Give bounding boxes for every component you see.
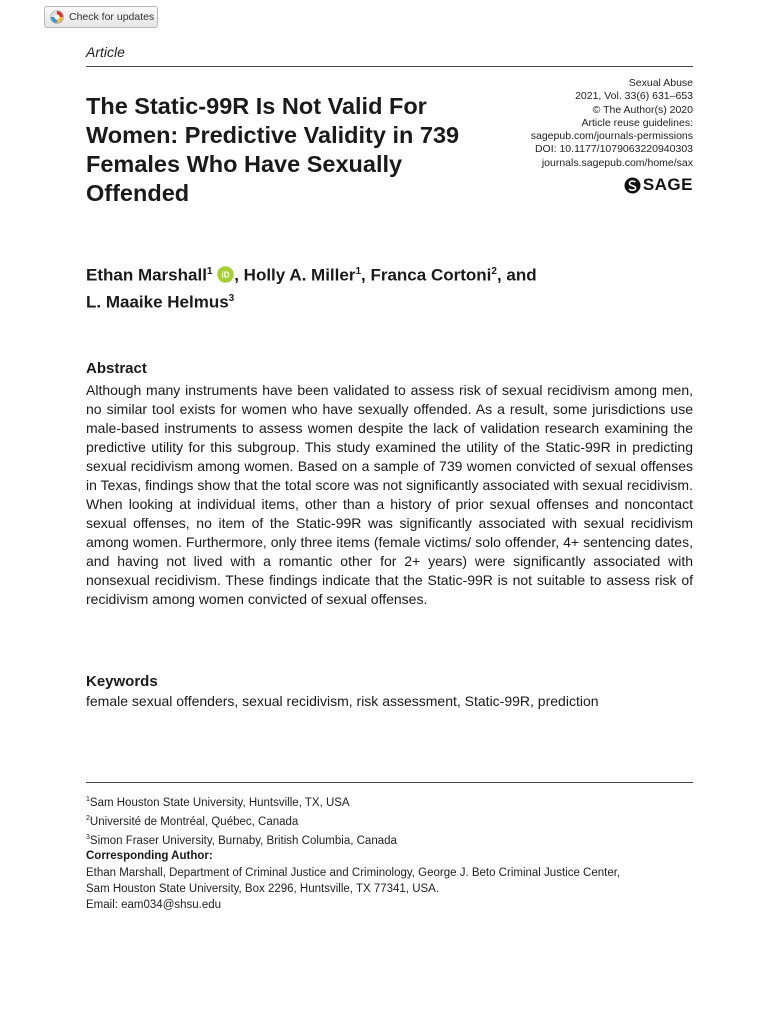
article-type-label: Article <box>86 44 125 60</box>
doi-link[interactable]: DOI: 10.1177/1079063220940303 <box>534 143 693 156</box>
affiliation-number: 2 <box>86 814 90 822</box>
sage-logo-text: SAGE <box>642 175 693 194</box>
author-affiliation-marker: 3 <box>228 292 235 304</box>
keywords-heading: Keywords <box>86 673 158 690</box>
author-separator: , and <box>496 265 537 285</box>
author-affiliation-marker: 2 <box>491 266 497 277</box>
check-for-updates-button[interactable] <box>44 6 158 28</box>
journal-volume: 2021, Vol. 33(6) 631–653 <box>575 90 693 103</box>
affiliation-text: Université de Montréal, Québec, Canada <box>89 815 299 828</box>
journal-info <box>433 77 693 170</box>
permissions-link[interactable]: sagepub.com/journals-permissions <box>530 130 693 143</box>
author-affiliation-marker: 1 <box>355 266 362 277</box>
author-affiliation-marker: 1 <box>206 266 213 277</box>
sage-logo-icon <box>624 177 641 194</box>
journal-name: Sexual Abuse <box>628 77 693 89</box>
check-for-updates-label: Check for updates <box>69 11 155 23</box>
corresponding-author-line: Sam Houston State University, Box 2296, Huntsville, TX 77341, USA. <box>86 883 440 895</box>
abstract-text: Although many instruments have been validated to assess risk of sexual recidivism among men, no similar tool exists for women who have sexually offended. As a result, some jurisdictions use male-based instruments to assess women despite the lack of validation research examining the predictive utility for this subgroup. This study examined the utility of the Static-99R in predicting sexual recidivism among women. Based on a sample of 739 women convicted of sexual offenses in Texas, findings show that the total score was not significantly associated with sexual recidivism. When looking at individual items, other than a history of prior sexual offenses and noncontact sexual offenses, no item of the Static-99R was significantly associated with sexual recidivism among women. Furthermore, only three items (female victims/ solo offender, 4+ sentencing dates, and having not lived with a romantic other for 2+ years) were significantly associated with nonsexual recidivism. These findings indicate that the Static-99R is not suitable to assess risk of recidivism among women convicted of sexual offenses. <box>86 382 693 607</box>
affiliation-text: Simon Fraser University, Burnaby, British Columbia, Canada <box>89 834 397 847</box>
affiliation-number: 3 <box>86 833 90 841</box>
affiliation-number: 1 <box>86 796 90 803</box>
author-name[interactable]: Holly A. Miller <box>243 265 356 285</box>
orcid-icon[interactable] <box>217 266 234 283</box>
corresponding-author-line: Ethan Marshall, Department of Criminal Justice and Criminology, George J. Beto Criminal Justice Center, <box>86 867 621 879</box>
journal-homepage-link[interactable]: journals.sagepub.com/home/sax <box>541 156 693 169</box>
author-name[interactable]: L. Maaike Helmus <box>86 292 229 312</box>
affiliations <box>86 792 693 848</box>
author-list <box>86 260 646 313</box>
affiliation-item <box>86 830 693 849</box>
crossmark-icon <box>50 10 64 24</box>
corresponding-author-details <box>86 865 693 913</box>
corresponding-author-email[interactable]: Email: eam034@shsu.edu <box>86 899 222 911</box>
footnote-divider <box>86 782 693 783</box>
reuse-guidelines-label: Article reuse guidelines: <box>581 116 693 129</box>
abstract-heading: Abstract <box>86 360 147 377</box>
author-separator: , <box>234 265 244 285</box>
paper-title: The Static-99R Is Not Valid For Women: Predictive Validity in 739 Females Who Have Sexually Offended <box>86 93 460 206</box>
header-divider <box>86 66 693 67</box>
keywords-text: female sexual offenders, sexual recidivism, risk assessment, Static-99R, prediction <box>86 693 599 709</box>
author-name[interactable]: Ethan Marshall <box>86 265 207 285</box>
sage-logo <box>624 175 693 195</box>
author-name[interactable]: Franca Cortoni <box>370 265 492 285</box>
corresponding-author-heading: Corresponding Author: <box>86 850 213 862</box>
affiliation-item <box>86 792 693 811</box>
svg-text:iD: iD <box>221 270 230 280</box>
author-separator: , <box>361 265 371 285</box>
affiliation-text: Sam Houston State University, Huntsville, TX, USA <box>89 796 350 809</box>
journal-copyright: © The Author(s) 2020 <box>592 103 693 116</box>
affiliation-item <box>86 811 693 830</box>
